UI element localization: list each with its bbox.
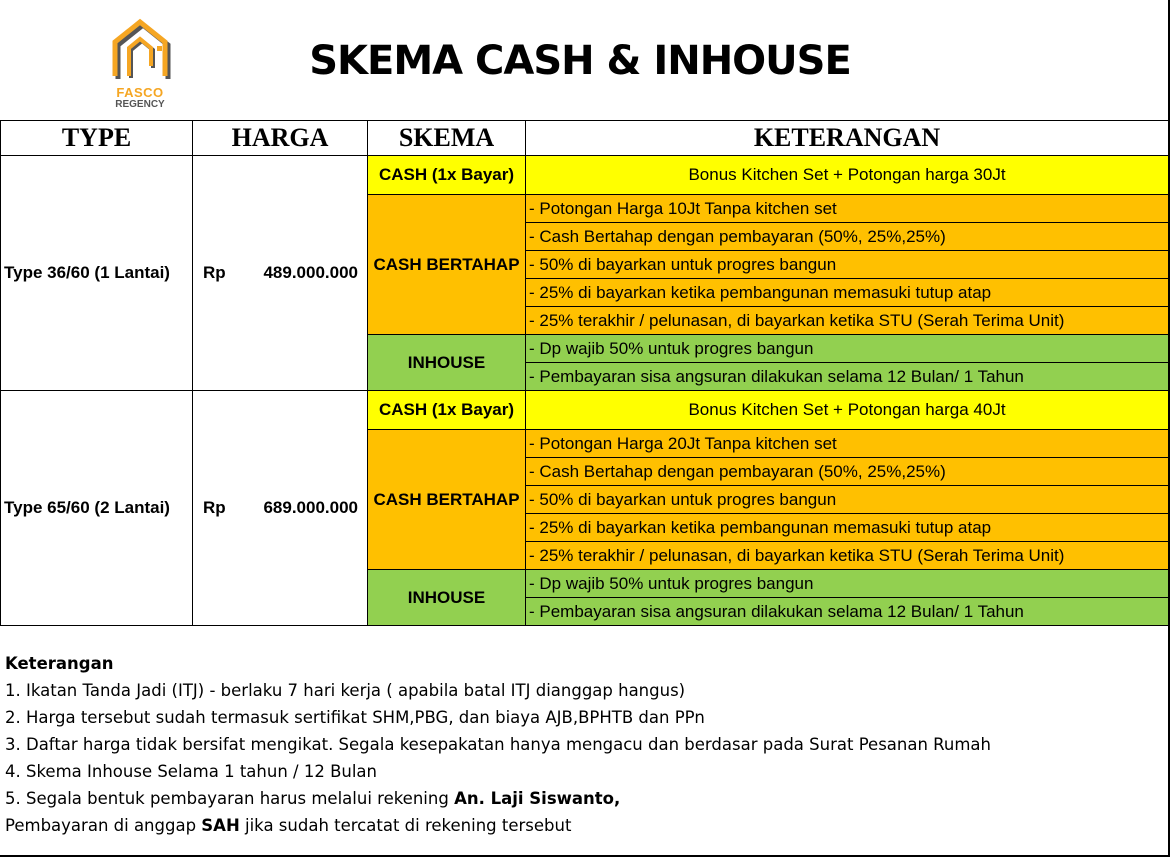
inhouse-note: - Pembayaran sisa angsuran dilakukan selama 12 Bulan/ 1 Tahun: [526, 363, 1169, 391]
price-scheme-table: [0, 120, 1169, 626]
header: [0, 0, 1168, 120]
bertahap-note: - Cash Bertahap dengan pembayaran (50%, 25%,25%): [526, 223, 1169, 251]
table-header-row: [1, 121, 1169, 156]
inhouse-note: - Dp wajib 50% untuk progres bangun: [526, 335, 1169, 363]
brand-logo: [104, 18, 176, 114]
column-header-skema: SKEMA: [368, 121, 526, 156]
notes-title: Keterangan: [5, 654, 114, 673]
note-item: 3. Daftar harga tidak bersifat mengikat. Segala kesepakatan hanya mengacu dan berdasar pada Surat Pesanan Rumah: [5, 735, 992, 754]
scheme-cash-bertahap: CASH BERTAHAP: [368, 430, 526, 570]
note-item: 4. Skema Inhouse Selama 1 tahun / 12 Bulan: [5, 762, 377, 781]
sah-emphasis: SAH: [201, 816, 240, 835]
currency-label: Rp: [203, 263, 226, 282]
note-text: jika sudah tercatat di rekening tersebut: [239, 816, 572, 835]
scheme-cash: CASH (1x Bayar): [368, 391, 526, 430]
bertahap-note: - 25% di bayarkan ketika pembangunan memasuki tutup atap: [526, 279, 1169, 307]
price-amount: 489.000.000: [263, 263, 358, 282]
bertahap-note: - Potongan Harga 20Jt Tanpa kitchen set: [526, 430, 1169, 458]
currency-label: Rp: [203, 498, 226, 517]
house-logo-icon: [107, 18, 173, 84]
column-header-keterangan: KETERANGAN: [526, 121, 1169, 156]
note-item: [5, 812, 1155, 839]
bertahap-note: - Potongan Harga 10Jt Tanpa kitchen set: [526, 195, 1169, 223]
unit-price: [193, 391, 368, 626]
scheme-inhouse: INHOUSE: [368, 570, 526, 626]
cash-note: Bonus Kitchen Set + Potongan harga 40Jt: [526, 391, 1169, 430]
note-text: Pembayaran di anggap: [5, 816, 202, 835]
scheme-inhouse: INHOUSE: [368, 335, 526, 391]
bertahap-note: - Cash Bertahap dengan pembayaran (50%, 25%,25%): [526, 458, 1169, 486]
note-item: 1. Ikatan Tanda Jadi (ITJ) - berlaku 7 hari kerja ( apabila batal ITJ dianggap hangus): [5, 681, 686, 700]
note-text: 5. Segala bentuk pembayaran harus melalui rekening: [5, 789, 455, 808]
column-header-type: TYPE: [1, 121, 193, 156]
account-name: An. Laji Siswanto,: [454, 789, 621, 808]
scheme-cash: CASH (1x Bayar): [368, 156, 526, 195]
table-row: [1, 156, 1169, 195]
table-row: [1, 391, 1169, 430]
bertahap-note: - 25% di bayarkan ketika pembangunan memasuki tutup atap: [526, 514, 1169, 542]
bertahap-note: - 25% terakhir / pelunasan, di bayarkan ketika STU (Serah Terima Unit): [526, 307, 1169, 335]
logo-text-regency: REGENCY: [115, 99, 165, 110]
price-amount: 689.000.000: [263, 498, 358, 517]
page-title: SKEMA CASH & INHOUSE: [309, 38, 851, 84]
inhouse-note: - Pembayaran sisa angsuran dilakukan selama 12 Bulan/ 1 Tahun: [526, 598, 1169, 626]
note-item: 2. Harga tersebut sudah termasuk sertifikat SHM,PBG, dan biaya AJB,BPHTB dan PPn: [5, 708, 705, 727]
bertahap-note: - 25% terakhir / pelunasan, di bayarkan ketika STU (Serah Terima Unit): [526, 542, 1169, 570]
bertahap-note: - 50% di bayarkan untuk progres bangun: [526, 486, 1169, 514]
note-item: [5, 785, 1155, 812]
unit-price: [193, 156, 368, 391]
column-header-harga: HARGA: [193, 121, 368, 156]
notes-section: [5, 650, 1155, 839]
cash-note: Bonus Kitchen Set + Potongan harga 30Jt: [526, 156, 1169, 195]
bertahap-note: - 50% di bayarkan untuk progres bangun: [526, 251, 1169, 279]
unit-type: Type 36/60 (1 Lantai): [1, 156, 193, 391]
unit-type: Type 65/60 (2 Lantai): [1, 391, 193, 626]
scheme-cash-bertahap: CASH BERTAHAP: [368, 195, 526, 335]
inhouse-note: - Dp wajib 50% untuk progres bangun: [526, 570, 1169, 598]
logo-text-fasco: FASCO: [116, 85, 164, 100]
